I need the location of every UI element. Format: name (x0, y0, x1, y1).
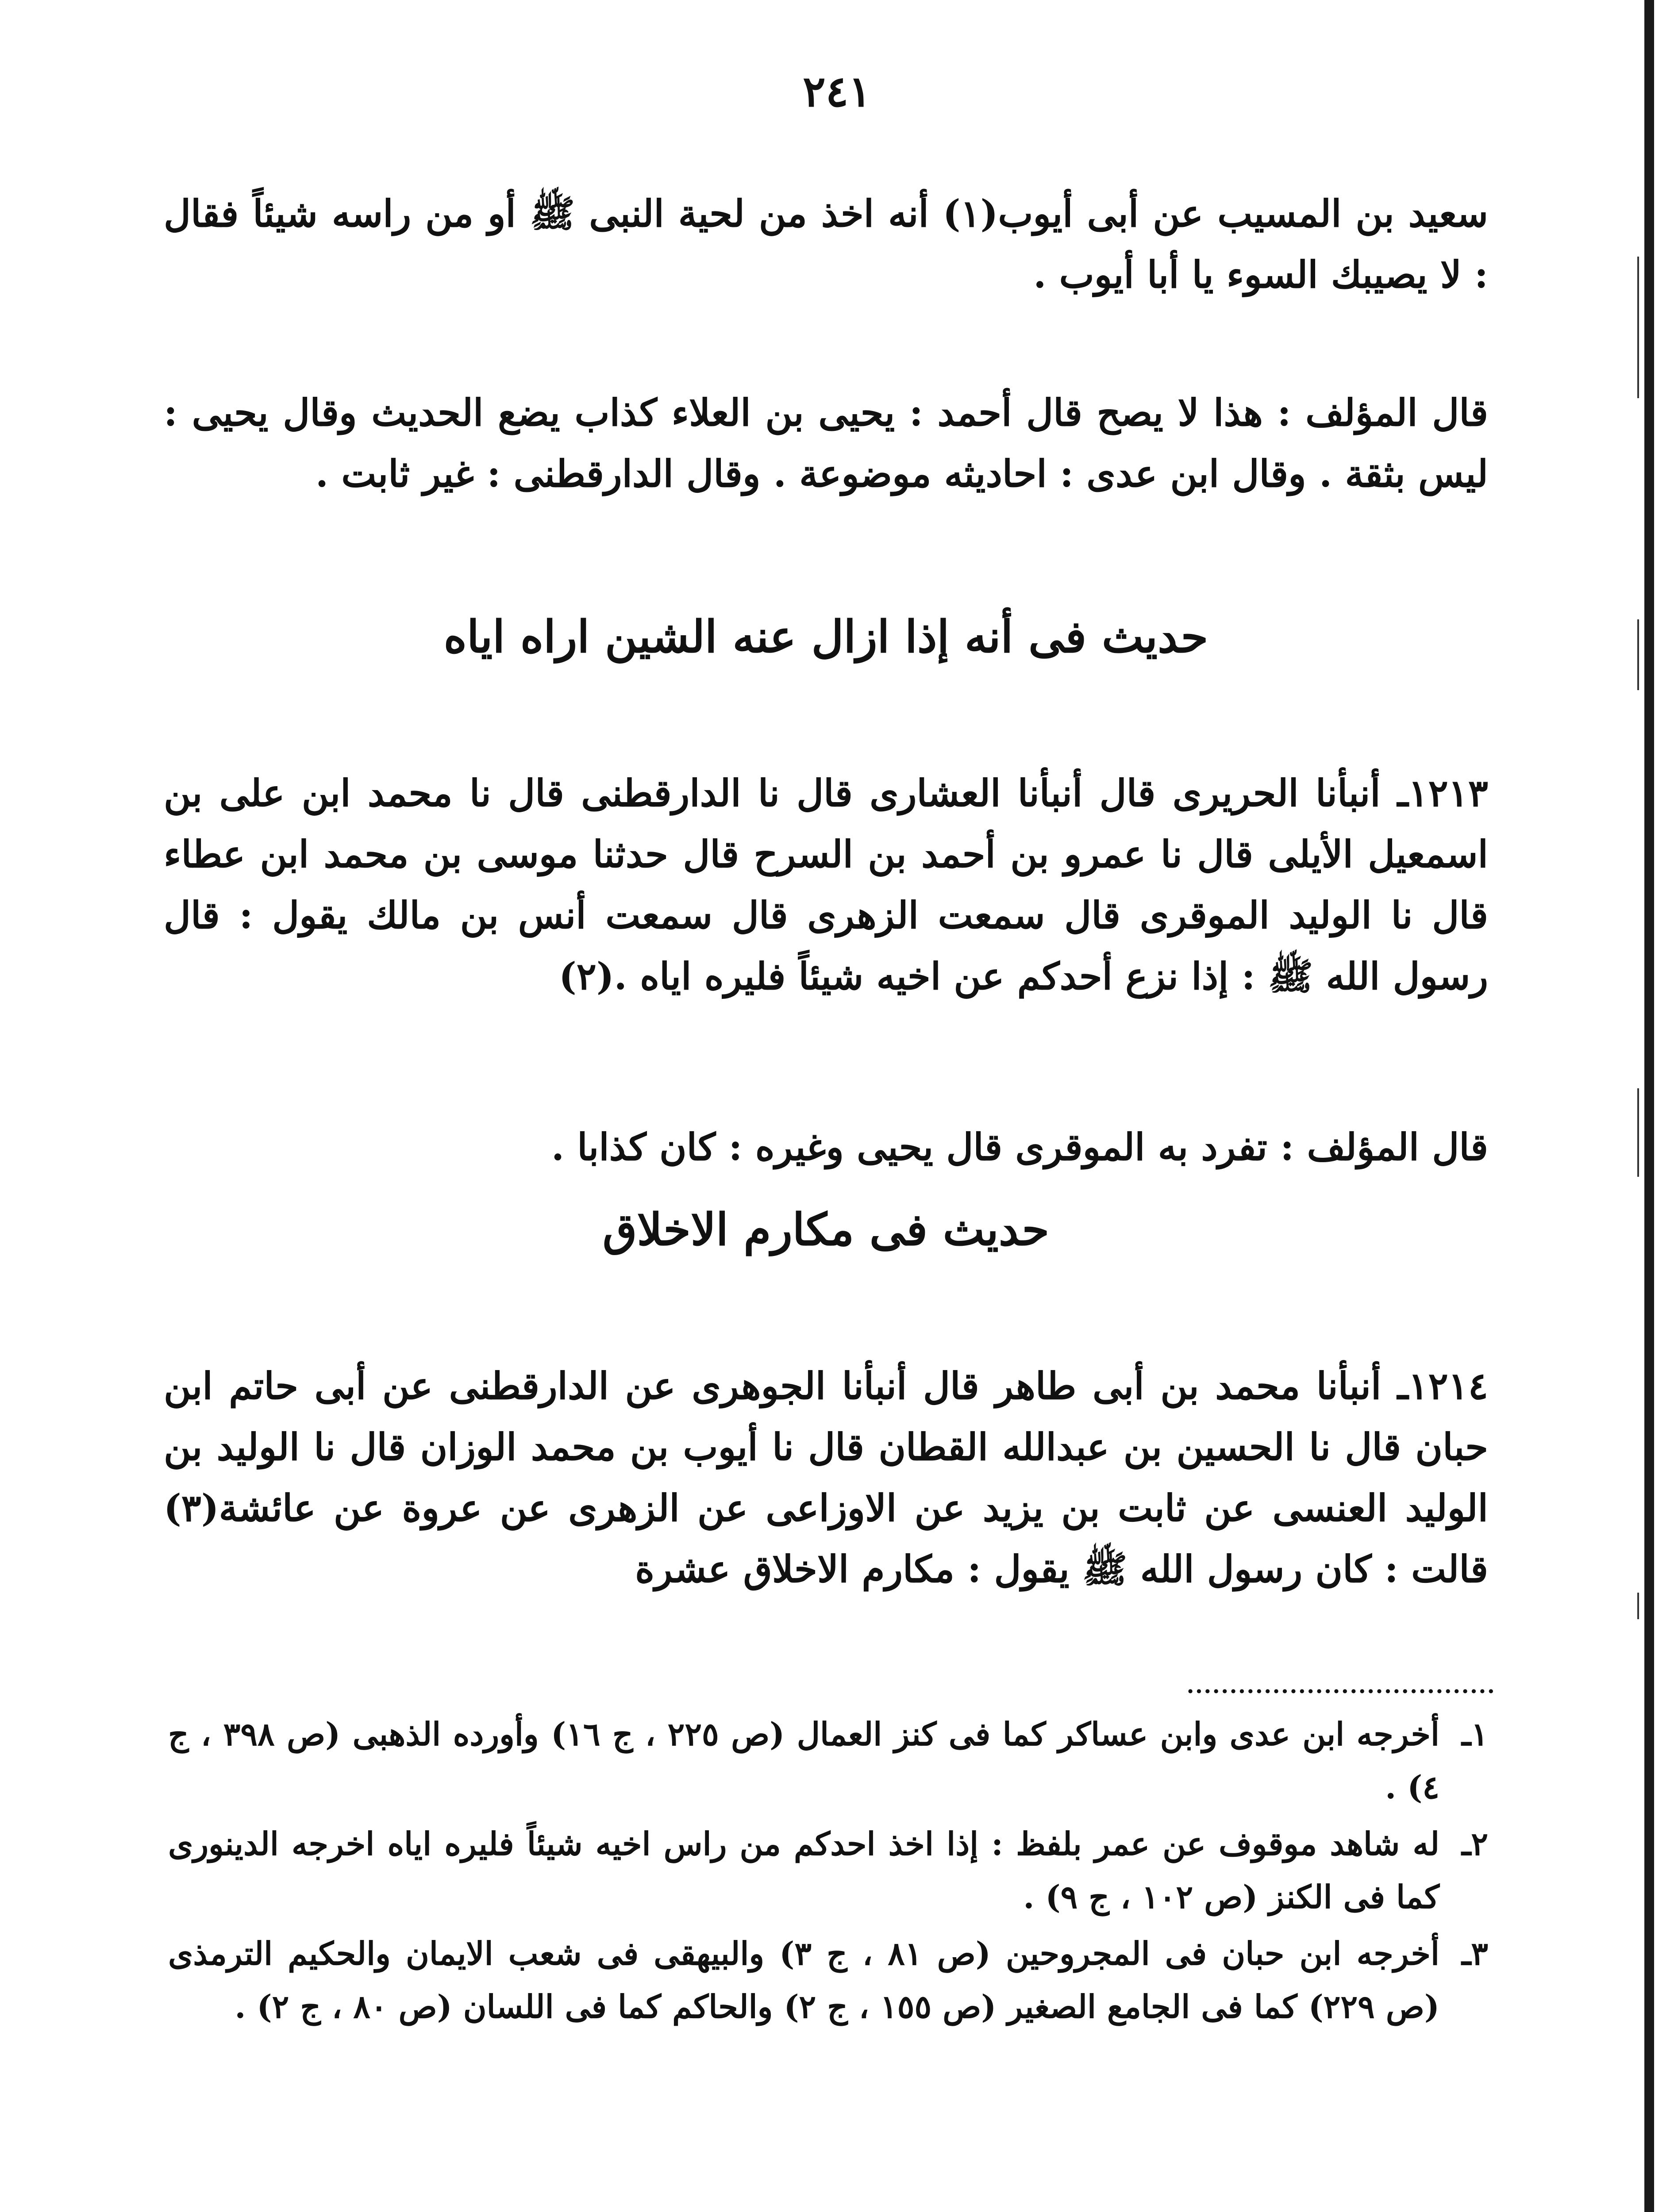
footnote-3 (168, 1927, 1488, 2033)
edge-mark (1637, 619, 1639, 690)
paragraph-hadith-1213: ١٢١٣ـ أنبأنا الحريرى قال أنبأنا العشارى قال نا الدارقطنى قال نا محمد ابن على بن اسمعيل الأيلى قال نا عمرو بن أحمد بن السرح قال حدثنا موسى بن محمد ابن عطاء قال نا الوليد الموقرى قال سمعت الزهرى قال سمعت أنس بن مالك يقول : قال رسول الله ﷺ : إذا نزع أحدكم عن اخيه شيئاً فليره اياه .(٢) (164, 771, 1488, 998)
footnote-number: ١ـ (1462, 1715, 1488, 1753)
footnote-2 (168, 1817, 1488, 1924)
page-number: ٢٤١ (803, 66, 871, 116)
section-heading-2: حديث فى مكارم الاخلاق (602, 1203, 1050, 1256)
edge-mark (1637, 1593, 1639, 1619)
paragraph-hadith-1214: ١٢١٤ـ أنبأنا محمد بن أبى طاهر قال أنبأنا الجوهرى عن الدارقطنى عن أبى حاتم ابن حبان قال نا الحسين بن عبدالله القطان قال نا أيوب بن محمد الوزان قال نا الوليد بن الوليد العنسى عن ثابت بن يزيد عن الاوزاعى عن الزهرى عن عروة عن عائشة(٣) قالت : كان رسول الله ﷺ يقول : مكارم الاخلاق عشرة (164, 1364, 1488, 1591)
footnotes (168, 1708, 1488, 2037)
paragraph-hadith-continuation: سعيد بن المسيب عن أبى أيوب(١) أنه اخذ من لحية النبى ﷺ أو من راسه شيئاً فقال : لا يصيبك السوء يا أبا أيوب . (164, 192, 1488, 296)
footnote-text: له شاهد موقوف عن عمر بلفظ : إذا اخذ احدكم من راس اخيه شيئاً فليره اياه اخرجه الدينورى كما فى الكنز (ص ١٠٢ ، ج ٩) . (168, 1825, 1440, 1916)
page-edge-rule (1644, 0, 1654, 2212)
section-heading-1: حديث فى أنه إذا ازال عنه الشين اراه اياه (443, 611, 1208, 663)
edge-mark (1637, 1088, 1639, 1177)
footnote-text: أخرجه ابن عدى وابن عساكر كما فى كنز العمال (ص ٢٢٥ ، ج ١٦) وأورده الذهبى (ص ٣٩٨ ، ج ٤) . (168, 1715, 1439, 1806)
paragraph-author-comment-1: قال المؤلف : هذا لا يصح قال أحمد : يحيى بن العلاء كذاب يضع الحديث وقال يحيى : ليس بثقة . وقال ابن عدى : احاديثه موضوعة . وقال الدارقطنى : غير ثابت . (164, 391, 1488, 495)
paragraph-author-comment-2: قال المؤلف : تفرد به الموقرى قال يحيى وغيره : كان كذابا . (551, 1125, 1488, 1169)
edge-mark (1637, 257, 1639, 398)
footnote-number: ٣ـ (1462, 1935, 1488, 1972)
footnote-separator: .................................... (1186, 1672, 1496, 1698)
footnote-text: أخرجه ابن حبان فى المجروحين (ص ٨١ ، ج ٣) والبيهقى فى شعب الايمان والحكيم الترمذى (ص ٢٢٩) كما فى الجامع الصغير (ص ١٥٥ ، ج ٢) والحاكم كما فى اللسان (ص ٨٠ ، ج ٢) . (168, 1935, 1439, 2025)
footnote-number: ٢ـ (1462, 1825, 1488, 1863)
footnote-1 (168, 1708, 1488, 1814)
